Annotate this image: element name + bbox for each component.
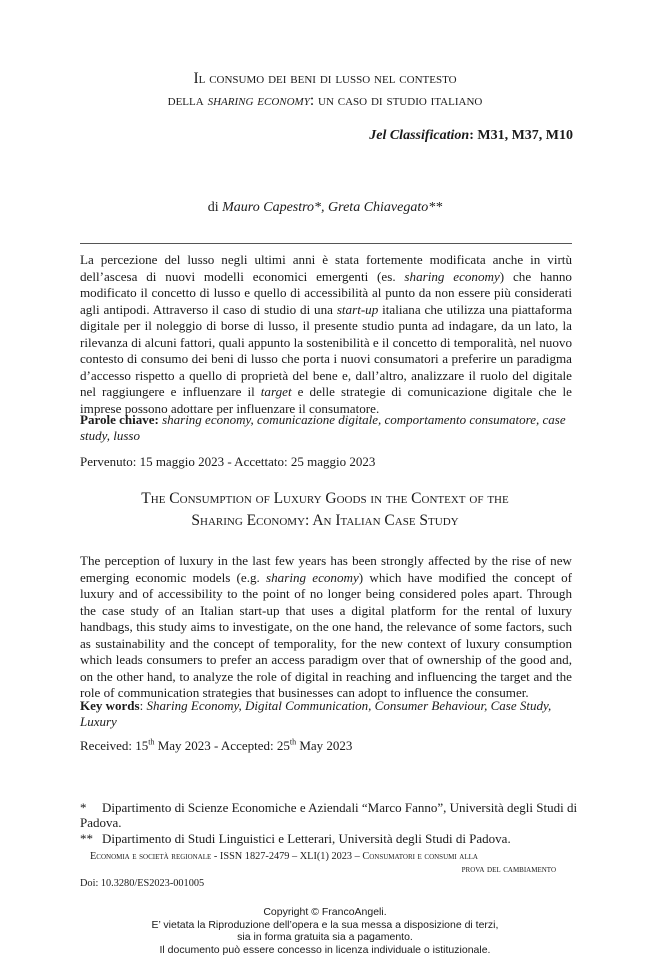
italian-dates: Pervenuto: 15 maggio 2023 - Accettato: 25 maggio 2023	[80, 454, 376, 469]
divider-rule	[80, 243, 572, 244]
abstract-segment: target	[260, 384, 292, 399]
copyright-notice: Copyright © FrancoAngeli. E’ vietata la Riproduzione dell’opera e la sua messa a disposizione di terzi, sia in forma gratuita sia a pagamento. Il documento può essere concesso in licenza individuale o istituzionale.	[151, 906, 499, 956]
italian-title	[60, 68, 590, 112]
english-dates: Received: 15th May 2023 - Accepted: 25th May 2023	[80, 737, 353, 753]
abstract-segment: The perception of luxury in the last few years has been strongly affected by the rise of new emerging economic models (e.g.	[80, 553, 572, 585]
journal-line-2: prova del cambiamento	[461, 864, 556, 875]
italian-title-line-1: Il consumo dei beni di lusso nel contesto	[193, 70, 457, 87]
abstract-segment: e delle strategie di comunicazione digitale che le imprese possono adottare per influenzare il consumatore.	[80, 384, 572, 416]
doi: Doi: 10.3280/ES2023-001005	[80, 878, 205, 889]
footnote-1: * Dipartimento di Scienze Economiche e Aziendali “Marco Fanno”, Università degli Studi di Padova.	[80, 800, 578, 830]
journal-info	[80, 850, 580, 876]
italian-keywords: Parole chiave: sharing economy, comunicazione digitale, comportamento consumatore, case study, lusso	[80, 412, 566, 443]
abstract-segment: La percezione del lusso negli ultimi anni è stata fortemente modificata anche in virtù dell’ascesa di nuovi modelli economici emergenti (es.	[80, 252, 572, 284]
english-abstract	[80, 553, 572, 702]
abstract-segment: sharing economy	[266, 569, 359, 585]
abstract-segment: sharing economy	[404, 268, 500, 284]
authors-line: di Mauro Capestro*, Greta Chiavegato**	[207, 200, 443, 215]
abstract-segment: italiana che utilizza una piattaforma digitale per il noleggio di borse di lusso, il presente studio punta ad indagare, da un lato, la rilevanza di alcuni fattori, quali appunto la sostenibilità e il concetto di temporalità, nel nuovo contesto di consumo dei beni di lusso che porta i nuovi consumatori a preferire un paradigma d’accesso rispetto a quello di proprietà del bene e, dall’altro, analizzare il ruolo del digitale nel raggiungere e influenzare il	[80, 301, 573, 399]
abstract-segment: start-up	[336, 301, 379, 317]
english-title-line-1: The Consumption of Luxury Goods in the Context of the	[141, 490, 509, 507]
abstract-segment: ) che hanno modificato il concetto di lusso e quello di accessibilità al punto da non essere più considerati agli antipodi. Attraverso il caso di studio di una	[80, 268, 572, 317]
abstract-segment: ) which have modified the concept of luxury and of accessibility to the point of no longer being considered poles apart. Through the case study of an Italian start-up that uses a digital platform for the rental of luxury handbags, this study aims to investigate, on the one hand, the relevance of some factors, such as sustainability and the concept of temporality, for the new context of luxury consumption which leads consumers to prefer an access paradigm over that of ownership of the good and, on the other hand, to analyze the role of digital in reaching and influencing the target and the role of communication strategies that businesses can adopt to influence the consumer.	[80, 569, 573, 700]
footnote-2: ** Dipartimento di Studi Linguistici e Letterari, Università degli Studi di Padova.	[80, 831, 511, 846]
english-title-line-2: Sharing Economy: An Italian Case Study	[191, 512, 459, 529]
italian-abstract	[80, 252, 572, 417]
english-title	[40, 488, 610, 532]
english-keywords: Key words: Sharing Economy, Digital Communication, Consumer Behaviour, Case Study, Luxury	[80, 698, 552, 729]
italian-title-line-2: della sharing economy: un caso di studio italiano	[167, 92, 483, 109]
journal-line-1: Economia e società regionale - ISSN 1827-2479 – XLI(1) 2023 – Consumatori e consumi alla	[90, 851, 478, 862]
author-names: Mauro Capestro*, Greta Chiavegato**	[222, 200, 443, 215]
jel-classification: Jel Classification: M31, M37, M10	[369, 128, 573, 143]
